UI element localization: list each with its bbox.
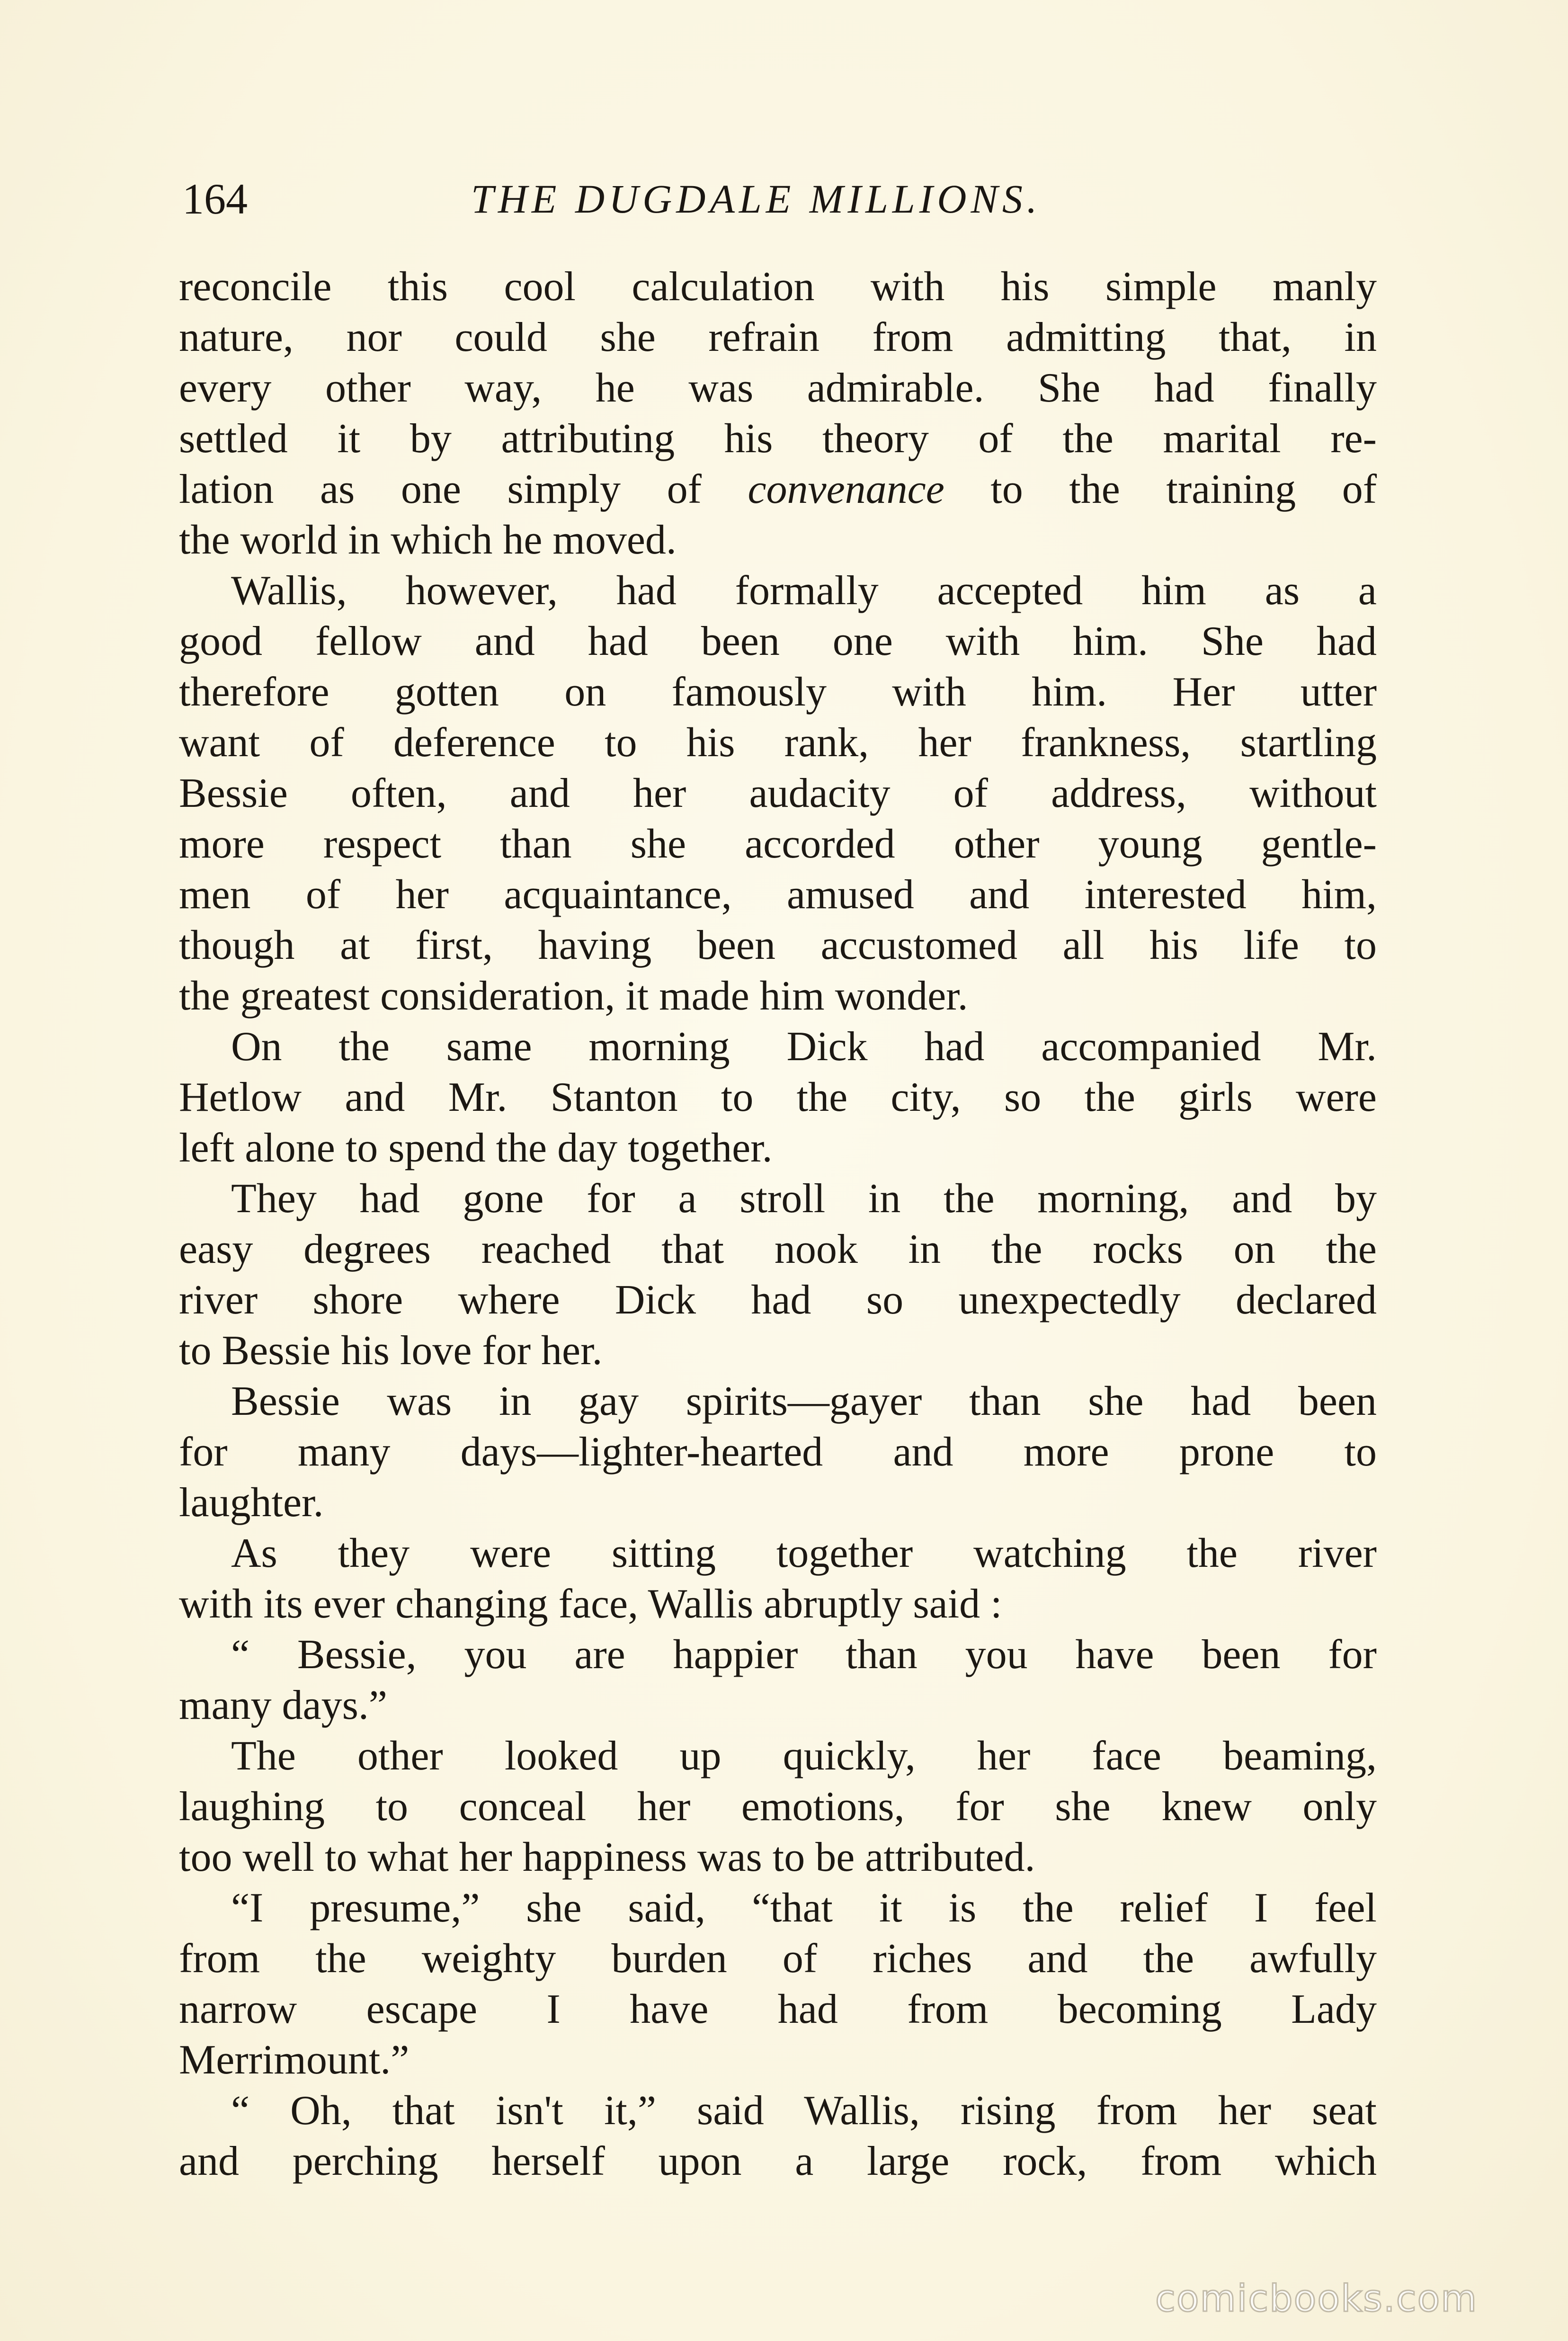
text-line-content: As they were sitting together watching the river <box>231 1530 1377 1576</box>
text-line <box>179 971 1377 1021</box>
text-line-content: and perching herself upon a large rock, from which <box>179 2138 1377 2184</box>
text-line-content: therefore gotten on famously with him. Her utter <box>179 669 1377 715</box>
text-line-content: the world in which he moved. <box>179 517 677 563</box>
text-line <box>179 1984 1377 2035</box>
text-line <box>179 768 1377 819</box>
text-line <box>179 1173 1377 1224</box>
text-line-content: want of deference to his rank, her frankness, startling <box>179 720 1377 766</box>
text-line-content: laughing to conceal her emotions, for she knew only <box>179 1784 1377 1830</box>
text-line <box>179 2035 1377 2085</box>
text-line-content: nature, nor could she refrain from admitting that, in <box>179 314 1377 360</box>
text-line <box>179 1376 1377 1427</box>
text-line-content: from the weighty burden of riches and the awfully <box>179 1936 1377 1982</box>
text-line <box>179 2136 1377 2187</box>
body-text <box>179 261 1377 2187</box>
text-line <box>179 565 1377 616</box>
text-line-content: many days.” <box>179 1682 387 1728</box>
text-line <box>179 413 1377 464</box>
text-line-content: Merrimount.” <box>179 2037 410 2083</box>
text-line <box>179 1123 1377 1173</box>
text-line <box>179 1781 1377 1832</box>
text-line-content: river shore where Dick had so unexpectedly declared <box>179 1277 1377 1323</box>
text-line-content: On the same morning Dick had accompanied Mr. <box>231 1024 1377 1070</box>
text-line <box>179 1224 1377 1275</box>
text-line-content: “ Oh, that isn't it,” said Wallis, rising from her seat <box>231 2088 1377 2134</box>
text-line <box>179 616 1377 667</box>
text-line-content: “I presume,” she said, “that it is the relief I feel <box>231 1885 1377 1931</box>
text-line <box>179 1477 1377 1528</box>
text-line-content: the greatest consideration, it made him wonder. <box>179 973 968 1019</box>
page-header <box>182 168 1375 230</box>
text-line <box>179 363 1377 413</box>
text-line-content: men of her acquaintance, amused and interested him, <box>179 872 1377 918</box>
text-line <box>179 2085 1377 2136</box>
page-number: 164 <box>182 175 248 223</box>
text-line <box>179 869 1377 920</box>
text-line-content: every other way, he was admirable. She had finally <box>179 365 1377 411</box>
text-line <box>179 1883 1377 1933</box>
running-title: THE DUGDALE MILLIONS. <box>471 176 1042 222</box>
text-line-content: for many days—lighter-hearted and more prone to <box>179 1429 1377 1475</box>
text-line <box>179 1325 1377 1376</box>
text-line-content: Hetlow and Mr. Stanton to the city, so the girls were <box>179 1074 1377 1120</box>
text-line-content: reconcile this cool calculation with his simple manly <box>179 264 1377 310</box>
text-line-content: more respect than she accorded other young gentle- <box>179 821 1377 867</box>
text-line-content: They had gone for a stroll in the morning, and by <box>231 1176 1377 1222</box>
text-line <box>179 667 1377 717</box>
text-line-content: laughter. <box>179 1480 324 1526</box>
text-line-content: Bessie often, and her audacity of address, without <box>179 770 1377 816</box>
text-line <box>179 920 1377 971</box>
text-line-content: left alone to spend the day together. <box>179 1125 773 1171</box>
text-line <box>179 717 1377 768</box>
text-line <box>179 515 1377 565</box>
text-line <box>179 1680 1377 1731</box>
text-line-content: easy degrees reached that nook in the rocks on the <box>179 1226 1377 1272</box>
text-line <box>179 1832 1377 1883</box>
italic-word: convenance <box>748 466 944 512</box>
text-line <box>179 1021 1377 1072</box>
text-line-content: “ Bessie, you are happier than you have been for <box>231 1632 1377 1678</box>
text-line-content: to Bessie his love for her. <box>179 1328 603 1374</box>
text-line-content: with its ever changing face, Wallis abruptly said : <box>179 1581 1002 1627</box>
text-line <box>179 1579 1377 1629</box>
text-line <box>179 1072 1377 1123</box>
text-line-content: too well to what her happiness was to be attributed. <box>179 1834 1035 1880</box>
text-line-content: Wallis, however, had formally accepted him as a <box>231 568 1377 614</box>
text-line-continuation: to the training of <box>944 466 1377 512</box>
text-line-content: narrow escape I have had from becoming Lady <box>179 1986 1377 2032</box>
text-line-content: lation as one simply of <box>179 466 748 512</box>
text-line <box>179 261 1377 312</box>
text-line <box>179 1275 1377 1325</box>
text-line <box>179 1629 1377 1680</box>
text-line <box>179 819 1377 869</box>
text-line <box>179 1528 1377 1579</box>
text-line-content: The other looked up quickly, her face beaming, <box>231 1733 1377 1779</box>
text-line <box>179 312 1377 363</box>
watermark: comicbooks.com <box>1155 2278 1478 2320</box>
text-line <box>179 1731 1377 1781</box>
text-line-content: good fellow and had been one with him. She had <box>179 618 1377 664</box>
text-line-content: settled it by attributing his theory of the marital re- <box>179 416 1377 462</box>
text-line-content: though at first, having been accustomed all his life to <box>179 922 1377 968</box>
text-line <box>179 1933 1377 1984</box>
text-line <box>179 1427 1377 1477</box>
text-line <box>179 464 1377 515</box>
text-line-content: Bessie was in gay spirits—gayer than she had been <box>231 1378 1377 1424</box>
